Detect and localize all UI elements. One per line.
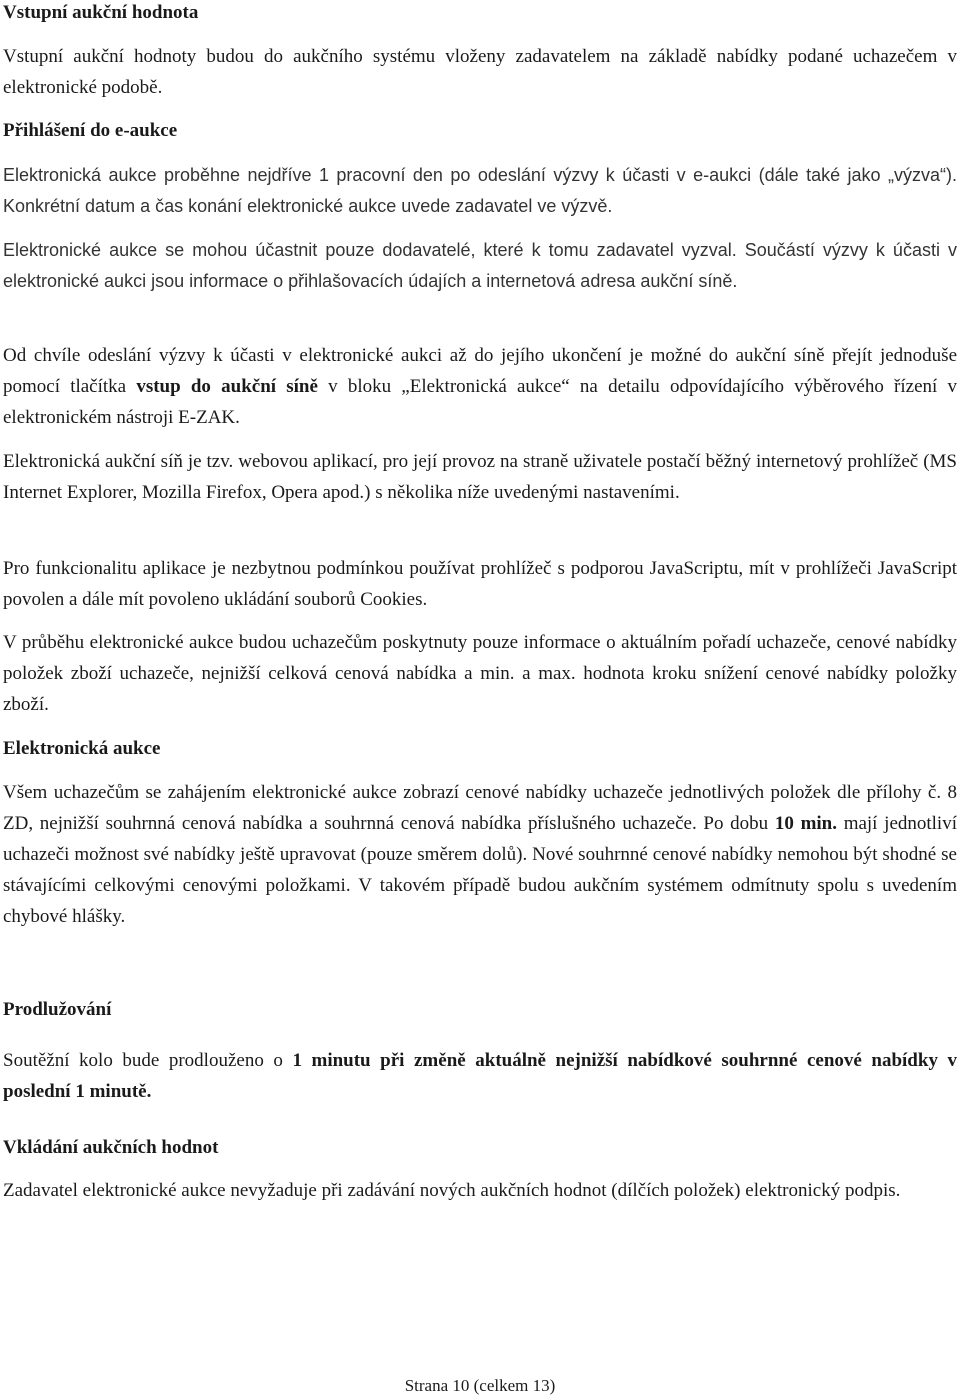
paragraph-elektronicka-1: Všem uchazečům se zahájením elektronické aukce zobrazí cenové nabídky uchazeče jednotlivých položek dle přílohy č. 8 ZD, nejnižší souhrnná cenová nabídka a souhrnná cenová nabídka příslušného uchazeče. Po dobu (3, 782, 957, 834)
vstup-do-aukcni-sine-text: vstup do aukční síně (136, 376, 318, 397)
paragraph-prihlaseni-3a: Od chvíle odeslání výzvy k účasti v elektronické aukci až do jejího ukončení je možné do aukční síně přejít jednoduše pomocí tlačítka (3, 345, 957, 397)
paragraph-prihlaseni-3 (3, 340, 957, 433)
heading-vstupni-aukcni-hodnota: Vstupní aukční hodnota (3, 2, 199, 23)
paragraph-prihlaseni-2a: Elektronické aukce se mohou účastnit pouze dodavatelé, které k tomu zadavatel vyzval. (3, 240, 737, 260)
paragraph-elektronicka-3: mají jednotliví uchazeči možnost své nabídky ještě upravovat (pouze směrem dolů). Nové souhrnné cenové nabídky nemohou být shodné se stávajícími celkovými cenovými položkami. V takovém případě budou aukčním systémem odmítnuty spolu s uvedením chybové hlášky. (3, 813, 957, 927)
heading-prihlaseni: Přihlášení do e-aukce (3, 120, 178, 141)
paragraph-elektronicka-aukce (3, 777, 957, 932)
paragraph-prihlaseni-3c: v bloku „Elektronická aukce“ na detailu odpovídajícího výběrového řízení v elektronickém nástroji E-ZAK. (3, 376, 957, 428)
paragraph-prihlaseni-2 (3, 235, 957, 297)
paragraph-prihlaseni-4: Elektronická aukční síň je tzv. webovou aplikací, pro její provoz na straně uživatele postačí běžný internetový prohlížeč (MS Internet Explorer, Mozilla Firefox, Opera apod.) s několika níže uvedenými nastaveními. (3, 451, 957, 503)
paragraph-prihlaseni-1: Elektronická aukce proběhne nejdříve 1 pracovní den po odeslání výzvy k účasti v e-aukci (dále také jako „výzva“). Konkrétní datum a čas konání elektronické aukce uvede zadavatel ve výzvě. (3, 165, 957, 216)
paragraph-prodluzovani (3, 1045, 957, 1107)
paragraph-prihlaseni-2b: Součástí výzvy k účasti v elektronické aukci jsou informace o přihlašovacích údajích a internetová adresa aukční síně. (3, 240, 957, 291)
heading-elektronicka-aukce: Elektronická aukce (3, 738, 161, 759)
heading-prodluzovani: Prodlužování (3, 999, 112, 1020)
paragraph-prihlaseni-6: V průběhu elektronické aukce budou uchazečům poskytnuty pouze informace o aktuálním pořadí uchazeče, cenové nabídky položek zboží uchazeče, nejnižší celková cenová nabídka a min. a max. hodnota kroku snížení cenové nabídky položky zboží. (3, 632, 957, 715)
duration-text: 10 min. (774, 813, 837, 834)
paragraph-prihlaseni-5: Pro funkcionalitu aplikace je nezbytnou podmínkou používat prohlížeč s podporou JavaScriptu, mít v prohlížeči JavaScript povolen a dále mít povoleno ukládání souborů Cookies. (3, 558, 957, 610)
paragraph-vstupni: Vstupní aukční hodnoty budou do aukčního systému vloženy zadavatelem na základě nabídky podané uchazečem v elektronické podobě. (3, 46, 957, 98)
prodluzovani-bold-text: 1 minutu při změně aktuálně nejnižší nabídkové souhrnné cenové nabídky v poslední 1 minutě. (3, 1050, 957, 1102)
paragraph-prodluzovani-1: Soutěžní kolo bude prodlouženo o (3, 1050, 293, 1071)
paragraph-vkladani: Zadavatel elektronické aukce nevyžaduje při zadávání nových aukčních hodnot (dílčích položek) elektronický podpis. (3, 1180, 901, 1201)
heading-vkladani: Vkládání aukčních hodnot (3, 1137, 219, 1158)
page-footer: Strana 10 (celkem 13) (404, 1376, 556, 1395)
